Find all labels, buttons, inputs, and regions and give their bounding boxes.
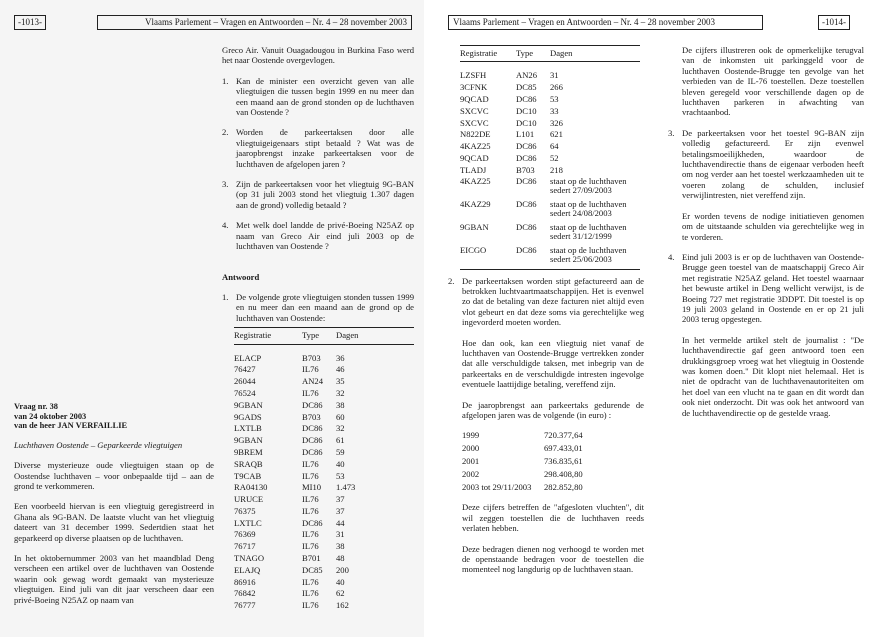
table-row — [460, 106, 640, 118]
answer-heading: Antwoord — [222, 271, 260, 282]
answer-item-4: 4. Eind juli 2003 is er op de luchthaven van Oostende-Brugge geen toestel van de maatschappij Greco Air met registratie N25AZ geland. Het toestel waarnaar het bewuste artikel in Deng wellicht verwijst, is de Boeing 727 met registratie 3DDPT. Dit toestel is op 19 juli 2003 geland in Oostende en er op 21 juli 2003 terug opgestegen. In het vermelde artikel stelt de journalist : "De luchthavendirectie gaf geen antwoord toen een drukkingsgroep vroeg wat het vliegtuig in Oostende was komen doen." Dit klopt niet helemaal. Het is niet de opdracht van de luchthavenautoriteiten om het doel van een vlucht na te gaan en dit wordt dan ook niet onderzocht. Dit was ook het antwoord van de luchthavendirectie op de gestelde vraag. — [668, 251, 864, 418]
answer-paragraph: Deze cijfers betreffen de "afgesloten vluchten", dit wil zeggen toestellen die de luchthaven reeds verlaten hebben. — [462, 502, 644, 534]
cell-dagen: 32 — [336, 387, 345, 398]
cell-reg: RA04130 — [234, 482, 268, 493]
question-date: van 24 oktober 2003 — [14, 411, 87, 421]
table-row — [460, 94, 640, 106]
question-item: 3. Zijn de parkeertaksen voor het vliegtuig 9G-BAN (op 31 juli 2003 stond het vliegtuig 1.307 dagen aan de grond) volledig betaald ? — [222, 179, 414, 210]
revenue-amount: 282.852,80 — [544, 481, 583, 492]
table-row — [460, 153, 640, 165]
table-row — [234, 364, 414, 376]
question-continuation-column — [222, 45, 414, 612]
cell-reg: LXTLC — [234, 517, 262, 528]
cell-dagen: 53 — [550, 94, 559, 104]
table-row — [234, 459, 414, 471]
cell-reg: LZSFH — [460, 70, 487, 81]
col-header-type: Type — [516, 46, 550, 62]
cell-type: DC10 — [516, 105, 537, 116]
revenue-amount: 720.377,64 — [544, 430, 583, 441]
revenue-row — [462, 443, 583, 456]
cell-reg: ELAJQ — [234, 564, 261, 575]
cell-type: IL76 — [302, 494, 319, 505]
cell-type: DC86 — [302, 423, 323, 434]
revenue-amount: 736.835,61 — [544, 456, 583, 467]
cell-dagen: 46 — [336, 364, 345, 375]
question-header — [14, 402, 214, 431]
revenue-table — [462, 430, 583, 494]
cell-reg: LXTLB — [234, 423, 262, 434]
revenue-year: 2003 tot 29/11/2003 — [462, 481, 532, 492]
table-row — [234, 588, 414, 600]
question-author: van de heer JAN VERFAILLIE — [14, 421, 128, 431]
question-list — [222, 76, 414, 252]
cell-type: AN26 — [516, 70, 538, 81]
cell-reg: 9GBAN — [234, 399, 263, 410]
cell-reg: 9GBAN — [234, 435, 263, 446]
cell-reg: 76717 — [234, 541, 256, 552]
cell-dagen: 37 — [336, 494, 345, 505]
revenue-year: 2002 — [462, 468, 480, 479]
cell-reg: SRAQB — [234, 458, 263, 469]
table-row — [234, 565, 414, 577]
cell-type: DC86 — [516, 198, 537, 209]
table-row — [234, 553, 414, 565]
page-number-left: -1013- — [14, 15, 46, 30]
cell-type: IL76 — [302, 387, 319, 398]
table-row — [234, 412, 414, 424]
col-header-dagen: Dagen — [336, 328, 414, 344]
revenue-row — [462, 469, 583, 482]
answer-column-1 — [448, 45, 644, 585]
cell-reg: TNAGO — [234, 553, 265, 564]
cell-reg: T9CAB — [234, 470, 262, 481]
cell-dagen: 32 — [336, 423, 345, 434]
cell-type: IL76 — [302, 470, 319, 481]
answer-item-1: 1. De volgende grote vliegtuigen stonden tussen 1999 en nu meer dan een maand aan de grond op de luchthaven van Oostende: — [222, 291, 414, 323]
cell-dagen: 200 — [336, 564, 349, 575]
aircraft-table-part1 — [234, 327, 414, 612]
cell-reg: 4KAZ25 — [460, 141, 491, 152]
cell-reg: 76375 — [234, 505, 256, 516]
table-row — [460, 118, 640, 130]
cell-dagen: 266 — [550, 82, 563, 93]
answer-item-2: 2. De parkeertaksen worden stipt gefactureerd aan de betrokken luchtvaartmaatschappijen. Het is evenwel zo dat de betaling van deze facturen niet altijd even vlot gebeurt en dat deze soms via gerechtelijke weg ingevorderd moeten worden. Hoe dan ook, kan een vliegtuig niet vanaf de luchthaven van Oostende-Brugge vertrekken zonder dat alle verschuldigde taksen, met inbegrip van de parkeertaks en de verschuldigde intresten ingevolge eventuele laattijdige betaling, vereffend zijn. De jaaropbrengst aan parkeertaks gedurende de afgelopen jaren was de volgende (in euro) : 1999 720.377,64 2000 697.433,01 2001 736.835,61 2002 298.408,80 2003 tot 29/11/2003 282.852,80 Deze cijfers betreffen de "afgesloten vluchten", dit wil zeggen toestellen die de luchthaven reeds verlaten hebben. Deze bedragen dienen nog verhoogd te worden met de openstaande bedragen voor de toestellen die momenteel nog langdurig op de luchthaven staan. — [448, 275, 644, 575]
cell-type: DC86 — [302, 399, 323, 410]
col-header-registratie: Registratie — [460, 46, 516, 62]
question-item: 1. Kan de minister een overzicht geven van alle vliegtuigen die tussen begin 1999 en nu meer dan een maand aan de grond stonden op de luchthaven van Oostende ? — [222, 75, 414, 118]
cell-dagen: 44 — [336, 517, 345, 528]
cell-type: DC86 — [516, 221, 537, 232]
revenue-year: 2001 — [462, 456, 480, 467]
cell-dagen: 38 — [336, 399, 345, 410]
cell-dagen: 61 — [336, 435, 345, 446]
cell-dagen: staat op de luchthaven sedert 25/06/2003 — [550, 244, 627, 265]
question-paragraph: Diverse mysterieuze oude vliegtuigen staan op de Oostendse luchthaven – voor onbepaalde tijd – aan de grond te verkommeren. — [14, 460, 214, 491]
cell-reg: TLADJ — [460, 164, 487, 175]
cell-type: B703 — [516, 164, 535, 175]
cell-reg: 86916 — [234, 576, 256, 587]
table-row — [460, 246, 640, 270]
table-row — [234, 506, 414, 518]
cell-type: DC85 — [516, 82, 537, 93]
cell-reg: 76842 — [234, 588, 256, 599]
cell-reg: 76524 — [234, 387, 256, 398]
cell-reg: 26044 — [234, 376, 256, 387]
cell-reg: ELACP — [234, 352, 262, 363]
cell-type: IL76 — [302, 364, 319, 375]
table-row — [234, 423, 414, 435]
table-row — [234, 447, 414, 459]
cell-dagen: 1.473 — [336, 482, 356, 493]
answer-paragraph: De parkeertaksen worden stipt gefactureerd aan de betrokken luchtvaartmaatschappijen. Het is evenwel zo dat de betaling van deze facturen niet altijd even vlot gebeurt en dat deze soms via gerechtelijke weg ingevorderd moeten worden. — [462, 275, 644, 328]
cell-type: L101 — [516, 129, 535, 140]
question-item: 4. Met welk doel landde de privé-Boeing N25AZ op naam van Greco Air eind juli 2003 op de luchthaven van Oostende ? — [222, 220, 414, 252]
cell-dagen: 621 — [550, 129, 563, 140]
cell-reg: SXCVC — [460, 117, 489, 128]
cell-reg: 9GADS — [234, 411, 262, 422]
cell-type: IL76 — [302, 600, 319, 611]
cell-dagen: 37 — [336, 505, 345, 516]
answer-paragraph: De cijfers illustreren ook de opmerkelijke terugval van de inkomsten uit parkinggeld voor de luchthaven Oostende-Brugge ten gevolge van het verbieden van de IL-76 toestellen. Deze toestellen bleven geregeld voor verschillende dagen op de luchthaven parkeren in afwachting van vrachtaanbod. — [682, 45, 864, 118]
table-row — [234, 600, 414, 612]
running-head-right: Vlaams Parlement – Vragen en Antwoorden – Nr. 4 – 28 november 2003 — [448, 15, 763, 30]
table-row — [234, 529, 414, 541]
question-number: Vraag nr. 38 — [14, 402, 58, 411]
answer-paragraph: Er worden tevens de nodige initiatieven genomen om de uitstaande schulden via gerechtelijke weg in te vorderen. — [682, 210, 864, 242]
cell-reg: 9QCAD — [460, 152, 489, 163]
col-header-type: Type — [302, 328, 336, 344]
cell-reg: 9QCAD — [460, 94, 489, 104]
cell-type: DC86 — [516, 141, 537, 152]
question-item: 2. Worden de parkeertaksen door alle vliegtuigeigenaars stipt betaald ? Wat was de jaaropbrengst inzake parkeertaksen voor de luchthaven de afgelopen jaren ? — [222, 127, 414, 169]
cell-dagen: staat op de luchthaven sedert 24/08/2003 — [550, 198, 627, 219]
cell-reg: 9BREM — [234, 446, 263, 457]
cell-dagen: staat op de luchthaven sedert 31/12/1999 — [550, 221, 627, 242]
cell-dagen: 48 — [336, 553, 345, 564]
cell-type: IL76 — [302, 529, 319, 540]
cell-dagen: 64 — [550, 141, 559, 152]
table-row — [460, 62, 640, 82]
cell-dagen: staat op de luchthaven sedert 27/09/2003 — [550, 175, 627, 196]
revenue-year: 2000 — [462, 443, 480, 454]
col-header-registratie: Registratie — [234, 328, 302, 344]
cell-type: B703 — [302, 411, 321, 422]
cell-type: DC86 — [516, 244, 537, 255]
table-row — [460, 165, 640, 177]
answer-paragraph: In het vermelde artikel stelt de journalist : "De luchthavendirectie gaf geen antwoord toen een drukkingsgroep vroeg wat het vliegtuig in Oostende was komen doen." Dit klopt niet helemaal. Het is niet de opdracht van de luchthavenautoriteiten om het doel van een vlucht na te gaan en dit wordt dan ook niet onderzocht. Dit was ook het antwoord van de luchthavendirectie op de gestelde vraag. — [682, 334, 864, 418]
cell-reg: N822DE — [460, 129, 491, 140]
cell-reg: 76369 — [234, 529, 256, 540]
cell-dagen: 60 — [336, 411, 345, 422]
cell-dagen: 31 — [336, 529, 345, 540]
answer-list — [222, 292, 414, 323]
cell-reg: 76777 — [234, 600, 256, 611]
table-row — [234, 541, 414, 553]
table-row — [234, 400, 414, 412]
cell-type: IL76 — [302, 541, 319, 552]
table-row — [234, 344, 414, 364]
cell-dagen: 31 — [550, 70, 559, 81]
answer-paragraph: Hoe dan ook, kan een vliegtuig niet vanaf de luchthaven van Oostende-Brugge vertrekken zonder dat alle verschuldigde taksen, met inbegrip van de parkeertaks en de verschuldigde intresten ingevolge eventuele laattijdige betaling, vereffend zijn. — [462, 337, 644, 390]
page-1014 — [424, 0, 879, 637]
cell-reg: 76427 — [234, 364, 256, 375]
answer-item-3: 3. De parkeertaksen voor het toestel 9G-BAN zijn volledig gefactureerd. Er zijn evenwel betalingsmoeilijkheden, waardoor de luchthavendirectie thans de eigenaar verboden heeft om nog verder aan het toestel werkzaamheden uit te voeren zolang de schulden, inclusief verwijlintresten, niet vereffend zijn. Er worden tevens de nodige initiatieven genomen om de uitstaande schulden via gerechtelijke weg in te vorderen. — [668, 127, 864, 242]
cell-reg: 4KAZ25 — [460, 175, 491, 186]
col-header-dagen: Dagen — [550, 46, 640, 62]
cell-reg: URUCE — [234, 494, 264, 505]
answer-list-3 — [668, 128, 864, 418]
cell-dagen: 38 — [336, 541, 345, 552]
page-number-right: -1014- — [818, 15, 850, 30]
question-paragraph: In het oktobernummer 2003 van het maandblad Deng verscheen een artikel over de luchthaven van Oostende waarin ook gewag wordt gemaakt van mysterieuze vliegtuigen. Eind juli van dit jaar verscheen daar een privé-Boeing N25AZ op naam van — [14, 553, 214, 605]
table-row — [234, 494, 414, 506]
cell-dagen: 40 — [336, 576, 345, 587]
cell-type: IL76 — [302, 505, 319, 516]
cell-dagen: 52 — [550, 152, 559, 163]
answer-paragraph: De parkeertaksen voor het toestel 9G-BAN zijn volledig gefactureerd. Er zijn evenwel betalingsmoeilijkheden, waardoor de luchthavendirectie thans de eigenaar verboden heeft om nog verder aan het toestel werkzaamheden uit te voeren zolang de schulden, inclusief verwijlintresten, niet vereffend zijn. — [682, 127, 864, 201]
cell-reg: 3CFNK — [460, 82, 488, 93]
cell-type: DC86 — [302, 446, 323, 457]
cell-reg: SXCVC — [460, 105, 489, 116]
table-row — [460, 129, 640, 141]
question-column — [14, 402, 214, 615]
revenue-row — [462, 456, 583, 469]
running-head-left: Vlaams Parlement – Vragen en Antwoorden – Nr. 4 – 28 november 2003 — [97, 15, 412, 30]
answer-paragraph: De jaaropbrengst aan parkeertaks gedurende de afgelopen jaren was de volgende (in euro) : — [462, 399, 644, 421]
cell-dagen: 40 — [336, 458, 345, 469]
cell-dagen: 326 — [550, 117, 563, 128]
revenue-row — [462, 482, 583, 495]
cell-reg: 4KAZ29 — [460, 198, 491, 209]
cell-type: DC85 — [302, 564, 323, 575]
question-paragraph: Een voorbeeld hiervan is een vliegtuig geregistreerd in Ghana als 9G-BAN. De laatste vlucht van het vliegtuig dateert van 31 december 1999. Sedertdien staat het geparkeerd op diverse plaatsen op de luchthaven. — [14, 501, 214, 543]
cell-dagen: 36 — [336, 352, 345, 363]
cell-type: DC86 — [302, 517, 323, 528]
answer-column-2 — [668, 45, 864, 428]
question-continuation: Greco Air. Vanuit Ouagadougou in Burkina Faso werd het naar Oostende overgevlogen. — [222, 45, 414, 66]
cell-type: DC86 — [302, 435, 323, 446]
cell-type: DC86 — [516, 94, 537, 104]
cell-type: B701 — [302, 553, 321, 564]
cell-type: B703 — [302, 352, 321, 363]
revenue-amount: 697.433,01 — [544, 443, 583, 454]
table-row — [234, 376, 414, 388]
revenue-row — [462, 430, 583, 443]
table-row — [460, 200, 640, 223]
cell-type: MI10 — [302, 482, 322, 493]
cell-type: IL76 — [302, 458, 319, 469]
table-row — [460, 141, 640, 153]
cell-dagen: 62 — [336, 588, 345, 599]
cell-dagen: 33 — [550, 105, 559, 116]
cell-dagen: 35 — [336, 376, 345, 387]
table-row — [234, 482, 414, 494]
cell-type: AN24 — [302, 376, 324, 387]
table-row — [460, 223, 640, 246]
table-row — [234, 518, 414, 530]
cell-dagen: 162 — [336, 600, 349, 611]
answer-paragraph: Eind juli 2003 is er op de luchthaven van Oostende-Brugge geen toestel van de maatschappij Greco Air met registratie N25AZ geland. Het toestel waarnaar het bewuste artikel in Deng wellicht verwijst, is de Boeing 727 met registratie 3DDPT. Dit toestel is op 19 juli 2003 geland in Oostende en er op 21 juli 2003 terug opgestegen. — [682, 251, 864, 325]
answer-paragraph: Deze bedragen dienen nog verhoogd te worden met de openstaande bedragen voor de toestellen die momenteel nog langdurig op de luchthaven staan. — [462, 543, 644, 575]
cell-reg: EICGO — [460, 244, 487, 255]
revenue-year: 1999 — [462, 430, 480, 441]
cell-type: IL76 — [302, 576, 319, 587]
question-subject: Luchthaven Oostende – Geparkeerde vliegtuigen — [14, 439, 183, 450]
cell-type: DC86 — [516, 175, 537, 186]
table-row — [460, 82, 640, 94]
aircraft-table-part2 — [460, 45, 640, 270]
table-row — [234, 388, 414, 400]
table-row — [234, 471, 414, 483]
table-row — [460, 177, 640, 200]
cell-dagen: 59 — [336, 446, 345, 457]
table-row — [234, 577, 414, 589]
answer-list-2 — [448, 276, 644, 575]
cell-type: IL76 — [302, 588, 319, 599]
cell-type: DC86 — [516, 152, 537, 163]
page-1013 — [0, 0, 424, 637]
cell-dagen: 218 — [550, 164, 563, 175]
table-row — [234, 435, 414, 447]
cell-dagen: 53 — [336, 470, 345, 481]
revenue-amount: 298.408,80 — [544, 468, 583, 479]
cell-reg: 9GBAN — [460, 221, 489, 232]
cell-type: DC10 — [516, 117, 537, 128]
